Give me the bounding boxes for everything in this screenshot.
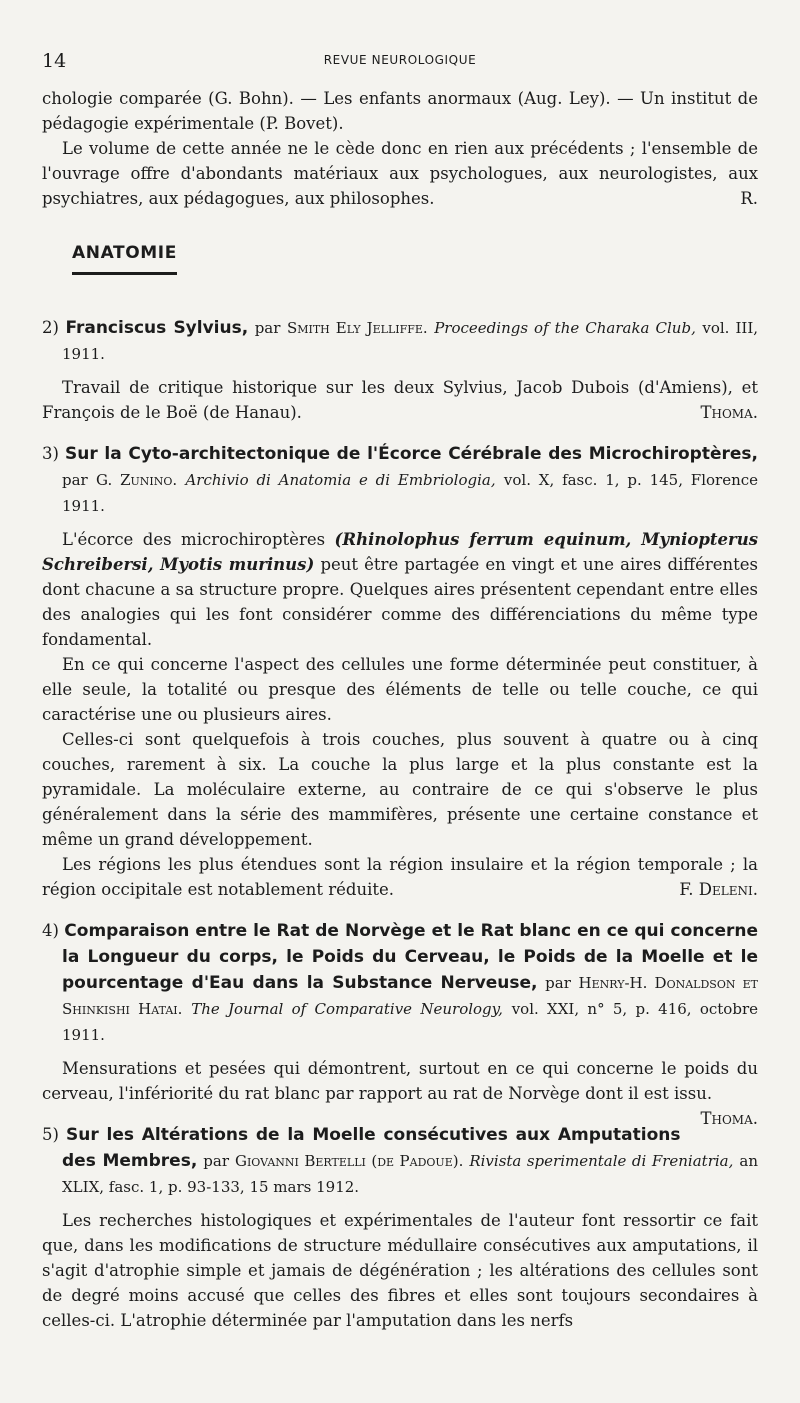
entry-text-end: peut être partagée en vingt et une aires différentes dont chacune a sa structure propre. Quelques aires présentent cependant entre elles des analogies qui les font considérer comme des différenciations du même type fondamental.	[42, 555, 758, 649]
entry-3	[42, 441, 758, 902]
entry-number: 5)	[42, 1125, 59, 1144]
entry-author: Henry-H. Donaldson et Shinkishi Hatai.	[62, 974, 758, 1018]
entry-number: 3)	[42, 444, 59, 463]
entry-details: vol. XXI, n° 5, p. 416, octobre 1911.	[62, 1000, 758, 1044]
entry-text: Les régions les plus étendues sont la région insulaire et la région temporale ; la région occipitale est notablement réduite.	[42, 855, 758, 899]
entry-journal: Rivista sperimentale di Freniatria,	[469, 1152, 734, 1170]
species-list: (Rhinolophus ferrum equinum, Myniopterus Schreibersi, Myotis murinus)	[42, 530, 758, 574]
entry-title: Sur la Cyto-architectonique de l'Écorce Cérébrale des Microchiroptères,	[64, 444, 758, 464]
entry-title: Franciscus Sylvius,	[65, 318, 249, 338]
entry-heading	[42, 918, 758, 1048]
entry-journal: Proceedings of the Charaka Club,	[434, 319, 696, 337]
entry-text-start: L'écorce des microchiroptères	[62, 530, 326, 549]
entry-2	[42, 315, 758, 425]
entry-by: par	[545, 974, 571, 992]
signature: Thoma.	[700, 1109, 758, 1128]
entry-paragraph	[42, 1056, 758, 1128]
entry-heading	[42, 315, 758, 367]
entry-author: G. Zunino.	[96, 471, 178, 489]
intro-text: Le volume de cette année ne le cède donc en rien aux précédents ; l'ensemble de l'ouvrage offre d'abondants matériaux aux psychologues, aux neurologistes, aux psychiatres, aux pédagogues, aux philosophes.	[42, 139, 758, 208]
entry-title: Sur les Altérations de la Moelle consécutives aux Amputations des Membres,	[62, 1125, 681, 1171]
entry-journal: The Journal of Comparative Neurology,	[191, 1000, 503, 1018]
entry-paragraph: En ce qui concerne l'aspect des cellules une forme déterminée peut constituer, à elle seule, la totalité ou presque des éléments de telle ou telle couche, ce qui caractérise une ou plusieurs aires.	[42, 655, 758, 724]
entry-heading	[42, 441, 758, 519]
intro-paragraph-2	[42, 136, 758, 211]
entry-number: 2)	[42, 318, 59, 337]
entry-paragraph	[42, 852, 758, 902]
entry-text: Mensurations et pesées qui démontrent, surtout en ce qui concerne le poids du cerveau, l'infériorité du rat blanc par rapport au rat de Norvège dont il est issu.	[42, 1059, 758, 1103]
entry-text: Travail de critique historique sur les deux Sylvius, Jacob Dubois (d'Amiens), et François de le Boë (de Hanau).	[42, 378, 758, 422]
entry-details: vol. X, fasc. 1, p. 145, Florence 1911.	[62, 471, 759, 515]
intro-paragraph-1: chologie comparée (G. Bohn). — Les enfants anormaux (Aug. Ley). — Un institut de pédagogie expérimentale (P. Bovet).	[42, 89, 758, 133]
section-title: ANATOMIE	[72, 241, 177, 275]
entry-by: par	[203, 1152, 229, 1170]
page-header	[42, 50, 758, 74]
entry-by: par	[254, 319, 281, 337]
page-number: 14	[42, 50, 67, 72]
entry-details: an XLIX, fasc. 1, p. 93-133, 15 mars 1912.	[62, 1152, 758, 1196]
entry-author: Giovanni Bertelli (de Padoue).	[234, 1152, 464, 1170]
signature: R.	[740, 189, 758, 208]
page-body	[42, 86, 758, 1333]
entry-paragraph: Les recherches histologiques et expérimentales de l'auteur font ressortir ce fait que, dans les modifications de structure médullaire consécutives aux amputations, il s'agit d'atrophie simple et jamais de dégénération ; les altérations des cellules sont de degré moins accusé que celles des fibres et elles sont toujours secondaires à celles-ci. L'atrophie déterminée par l'amputation dans les nerfs	[42, 1211, 758, 1330]
entry-title: Comparaison entre le Rat de Norvège et le Rat blanc en ce qui concerne la Longueur du corps, le Poids du Cerveau, le Poids de la Moelle et le pourcentage d'Eau dans la Substance Nerveuse,	[62, 921, 758, 993]
entry-5	[42, 1122, 758, 1333]
signature: Thoma.	[700, 403, 758, 422]
entry-paragraph: Celles-ci sont quelquefois à trois couches, plus souvent à quatre ou à cinq couches, rarement à six. La couche la plus large et la plus constante est la pyramidale. La moléculaire externe, au contraire de ce qui s'observe le plus généralement dans la série des mammifères, présente une certaine constance et même un grand développement.	[42, 730, 758, 849]
entry-journal: Archivio di Anatomia e di Embriologia,	[185, 471, 496, 489]
entry-heading	[42, 1122, 758, 1200]
entry-paragraph	[42, 375, 758, 425]
entry-4	[42, 918, 758, 1128]
entry-number: 4)	[42, 921, 59, 940]
entry-by: par	[62, 471, 88, 489]
entry-details: vol. III, 1911.	[62, 319, 759, 363]
signature: F. Deleni.	[679, 880, 758, 899]
running-title: REVUE NEUROLOGIQUE	[323, 53, 477, 67]
entry-paragraph	[42, 527, 758, 652]
entry-author: Smith Ely Jelliffe.	[286, 319, 428, 337]
